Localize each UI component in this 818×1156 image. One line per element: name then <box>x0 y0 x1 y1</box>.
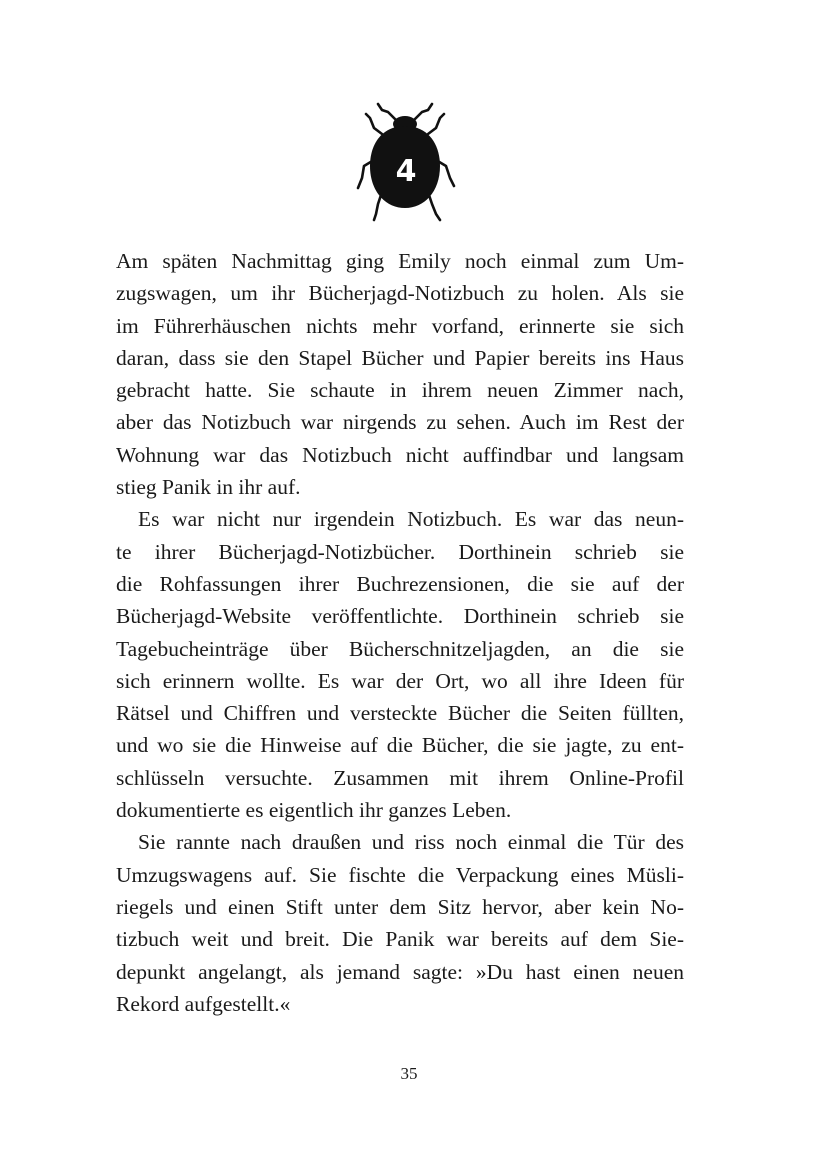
text-line: die Rohfassungen ihrer Buchrezensionen, die sie auf der <box>116 571 684 596</box>
text-line: gebracht hatte. Sie schaute in ihrem neuen Zimmer nach, <box>116 378 684 403</box>
paragraph <box>116 503 684 826</box>
text-line: im Führerhäuschen nichts mehr vorfand, erinnerte sie sich <box>116 313 684 338</box>
text-line: stieg Panik in ihr auf. <box>116 475 301 500</box>
body-text <box>116 245 684 1020</box>
text-line: Bücherjagd-Website veröffentlichte. Dorthinein schrieb sie <box>116 604 684 629</box>
text-line: dokumentierte es eigentlich ihr ganzes Leben. <box>116 798 512 823</box>
text-line: zugswagen, um ihr Bücherjagd-Notizbuch zu holen. Als sie <box>116 281 684 306</box>
chapter-number: 4 <box>395 153 417 189</box>
text-line: daran, dass sie den Stapel Bücher und Papier bereits ins Haus <box>116 345 684 370</box>
text-line: Sie rannte nach draußen und riss noch einmal die Tür des <box>138 830 684 855</box>
paragraph <box>116 245 684 503</box>
text-line: Tagebucheinträge über Bücherschnitzeljagden, an die sie <box>116 636 684 661</box>
text-line: tizbuch weit und breit. Die Panik war bereits auf dem Sie- <box>116 927 684 952</box>
text-line: Wohnung war das Notizbuch nicht auffindbar und langsam <box>116 442 684 467</box>
text-line: Umzugswagens auf. Sie fischte die Verpackung eines Müsli- <box>116 862 684 887</box>
paragraph <box>116 826 684 1020</box>
text-line: te ihrer Bücherjagd-Notizbücher. Dorthinein schrieb sie <box>116 539 684 564</box>
text-line: schlüsseln versuchte. Zusammen mit ihrem Online-Profil <box>116 765 684 790</box>
text-line: und wo sie die Hinweise auf die Bücher, die sie jagte, zu ent- <box>116 733 684 758</box>
text-line: Am späten Nachmittag ging Emily noch einmal zum Um- <box>116 249 684 273</box>
text-line: depunkt angelangt, als jemand sagte: »Du hast einen neuen <box>116 959 684 984</box>
text-line: Rekord aufgestellt.« <box>116 991 291 1016</box>
text-line: aber das Notizbuch war nirgends zu sehen. Auch im Rest der <box>116 410 684 435</box>
text-line: riegels und einen Stift unter dem Sitz hervor, aber kein No- <box>116 894 684 919</box>
chapter-badge <box>352 100 460 224</box>
text-line: Rätsel und Chiffren und versteckte Bücher die Seiten füllten, <box>116 701 684 726</box>
page-number: 35 <box>400 1064 418 1083</box>
text-line: sich erinnern wollte. Es war der Ort, wo all ihre Ideen für <box>116 668 684 693</box>
text-line: Es war nicht nur irgendein Notizbuch. Es war das neun- <box>138 507 684 532</box>
